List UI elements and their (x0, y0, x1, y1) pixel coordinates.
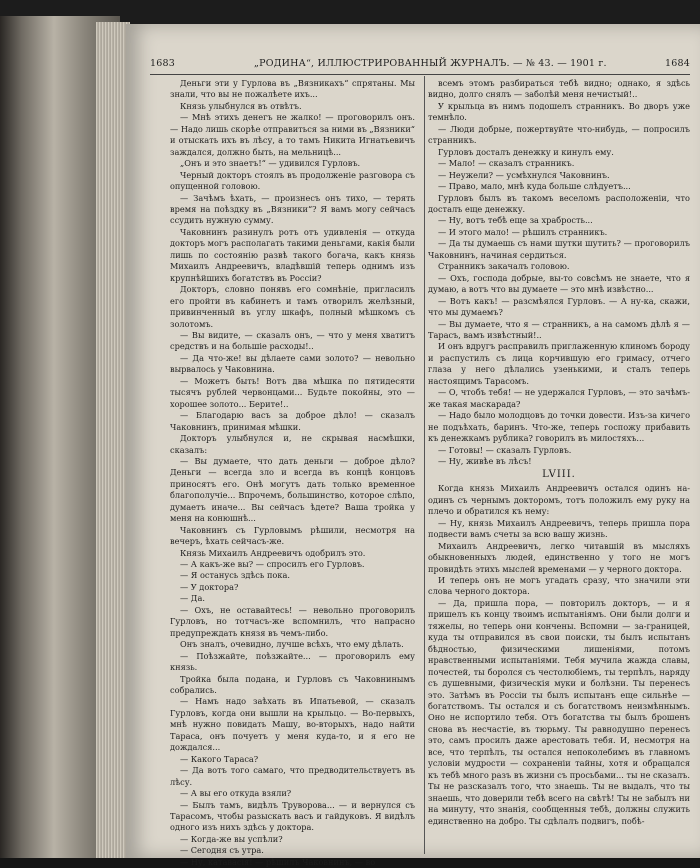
paragraph: Докторъ, словно понявъ его сомнѣніе, пригласилъ его пройти въ кабинетъ и тамъ отворилъ желѣзный, привинченный въ углу шкафъ, полный мѣшкомъ съ золотомъ. (170, 284, 415, 329)
paragraph: — Зачѣмъ ѣхать, — произнесъ онъ тихо, — терять время на поѣздку въ „Вязники“? Я вамъ могу сейчасъ ссудить нужную сумму. (170, 192, 415, 226)
paragraph: — Вы видите, — сказалъ онъ, — что у меня хватитъ средствъ и на большіе расходы!.. (170, 329, 415, 352)
paragraph: Князь Михаилъ Андреевичъ одобрилъ это. (180, 547, 366, 558)
paragraph: — Вотъ какъ! — разсмѣялся Гурловъ. — А ну-ка, скажи, что мы думаемъ? (428, 295, 690, 318)
paragraph: Князь улыбнулся въ отвѣтъ. (180, 100, 302, 111)
left-column (170, 78, 415, 867)
right-column-upper (428, 78, 690, 467)
page-number-right: 1684 (665, 58, 690, 69)
paragraph: — Готовы! — сказалъ Гурловъ. (438, 444, 572, 455)
paragraph: И теперь онъ не могъ угадать сразу, что значили эти слова черного доктора. (428, 575, 690, 597)
page-number-left: 1683 (150, 58, 175, 69)
paragraph: — Да. (180, 593, 205, 604)
paragraph: Чаковнинъ разинулъ ротъ отъ удивленія — откуда докторъ могъ располагать такими деньгами, какія были лишь по состоянію развѣ такого богача, какъ князь Михаилъ Андреевичъ, владѣвшій теперь однимъ изъ крупнѣйшихъ богатствъ въ Россіи? (170, 226, 415, 283)
chapter-heading: LVIII. (542, 469, 576, 481)
paragraph: — Охъ, не оставайтесь! — невольно проговорилъ Гурловъ, но тотчасъ-же вспомнилъ, что напрасно предупреждать князя въ чемъ-либо. (170, 604, 415, 638)
paragraph: — Какого Тараса? (180, 753, 259, 764)
paragraph: Когда князь Михаилъ Андреевичъ остался одинъ на-одинъ съ чернымъ докторомъ, тотъ положилъ ему руку на плечо и обратился къ нему: (428, 483, 690, 517)
paragraph: — Намъ надо заѣхать въ Ипатьевой, — сказалъ Гурловъ, когда они вышли на крыльцо. — Во-первыхъ, мнѣ нужно повидать Машу, во-вторыхъ, надо найти Тараса, онъ почуетъ у меня куда-то, и я его не дождался... (170, 696, 415, 753)
paragraph: — Право, мало, мнѣ куда больше слѣдуетъ... (438, 181, 631, 192)
paragraph: — Да что-же! вы дѣлаете сами золото? — невольно вырвалось у Чаковнина. (170, 352, 415, 375)
paragraph: — Ну, живѣе въ лѣсъ! (438, 455, 532, 466)
page-edges (96, 22, 130, 858)
paragraph: Гурловъ былъ въ такомъ веселомъ расположеніи, что досталъ еще денежку. (428, 192, 690, 214)
paragraph: — Да ты думаешь съ нами шутки шутить? — проговорилъ Чаковнинъ, начиная сердиться. (428, 238, 690, 260)
paragraph: — О, чтобъ тебя! — не удержался Гурловъ, — это зачѣмъ-же такая маскарада? (428, 387, 690, 409)
paragraph: Онъ зналъ, очевидно, лучше всѣхъ, что ему дѣлать. (180, 639, 404, 650)
paragraph: — Поѣзжайте, поѣзжайте... — проговорилъ ему князь. (170, 650, 415, 673)
paragraph: И онъ вдругъ расправилъ приглаженную клиномъ бороду и распустилъ съ лица корчившую его гримасу, отчего глаза у него дѣлались узенькими, и сталъ теперь настоящимъ Тарасомъ. (428, 341, 690, 386)
paragraph: — Надо было молодцовъ до точки довести. Изъ-за кичего не подъѣхать, баринъ. Что-же, теперь госпожу прибавить къ денежкамъ рублика? говорилъ въ милостяхъ... (428, 410, 690, 444)
paragraph: — А какъ-же вы? — спросилъ его Гурловъ. (180, 559, 365, 570)
paragraph: Докторъ улыбнулся и, не скрывая насмѣшки, сказалъ: (170, 433, 415, 455)
right-column (428, 78, 690, 854)
paragraph: — Ну, катавасія! — рѣшилъ Чаковнинъ, — во (180, 856, 376, 867)
paragraph: У крыльца въ нимъ подошелъ странникъ. Во дворъ уже темнѣло. (428, 100, 690, 123)
paragraph: — Можетъ быть! Вотъ два мѣшка по пятидесяти тысячъ рублей червонцами... Будьте покойны, это — хорошее золото... Берите!.. (170, 375, 415, 409)
paragraph: — Неужели? — усмѣхнулся Чаковнинъ. (438, 169, 610, 180)
paragraph: Странникъ закачалъ головою. (438, 261, 570, 272)
right-column-lower (428, 483, 690, 827)
paragraph: всемъ этомъ разбираться тебѣ видно; однако, я здѣсь видно, долго снялъ — заболѣй меня нечистый!.. (428, 78, 690, 100)
running-head (150, 58, 690, 72)
paragraph: Гурловъ досталъ денежку и кинулъ ему. (438, 146, 614, 157)
paragraph: — Вы думаете, что я — странникъ, а на самомъ дѣлѣ я — Тарасъ, вамъ извѣстный!.. (428, 318, 690, 340)
paragraph: Деньги эти у Гурлова въ „Вязникахъ“ спрятаны. Мы знали, что вы не пожалѣете ихъ... (170, 78, 415, 100)
paragraph: — Мало! — сказалъ странникъ. (438, 158, 575, 169)
paragraph: — Вы думаете, что дать деньги — доброе дѣло? Деньги — всегда зло и всегда въ концѣ концовъ приносятъ его. Онѣ могутъ дать только временное благополучіе... Впрочемъ, большинство, которое слѣпо, думаетъ иначе... Вы сейчасъ ѣдете? Ваша тройка у меня на конюшнѣ... (170, 455, 415, 524)
journal-title: „РОДИНА“, ИЛЛЮСТРИРОВАННЫЙ ЖУРНАЛЪ. — № 43. — 1901 г. (254, 58, 607, 69)
paragraph: — Сегодня съ утра. (180, 845, 264, 856)
paragraph: Михаилъ Андреевичъ, легко читавшій въ мысляхъ обыкновенныхъ людей, единственно у того не могъ провидѣть этихъ мыслей временами — у черного доктора. (428, 540, 690, 574)
paragraph: Тройка была подана, и Гурловъ съ Чаковнинымъ собрались. (170, 673, 415, 696)
paragraph: — Да, пришла пора, — повторилъ докторъ, — и я пришелъ къ концу твоимъ испытаніямъ. Они были долги и тяжелы, но теперь они кончены. Вспомни — за-границей, куда ты отправился въ свои поиски, ты былъ испытанъ бѣдностью, физическими лишеніями, потомъ нравственными испытаніями. Тебя мучила жажда славы, почестей, ты боролся съ честолюбіемъ, ты терпѣлъ, наряду съ душевными, физическія муки и болѣзни. Ты перенесъ это. Затѣмъ въ Россіи ты былъ испытанъ еще сильнѣе — богатствомъ. Ты остался и съ богатствомъ неизмѣннымъ. Оно не испортило тебя. Отъ богатства ты былъ брошенъ снова въ несчастіе, въ тюрьму. Ты равнодушно перенесъ это, самъ просилъ даже арестовать тебя. И, несмотря на все, что терпѣлъ, ты остался непоколебимъ въ главномъ условіи мудрости — сохраненіи тайны, хотя и обращался къ тебѣ много разъ въ жизни съ просьбами... ты не сказалъ. Ты не разсказалъ того, что знаешь. Ты не выдалъ, что ты знаешь, что доверили тебѣ всего на свѣтѣ! Ты не забылъ ни на минуту, что знанія, сообщенныя тебѣ, должны служить единственно на добро. Ты сдѣлалъ подвигъ, побѣ- (428, 597, 690, 826)
paragraph: — Охъ, господа добрые, вы-то совсѣмъ не знаете, что я думаю, а вотъ что вы думаете — это мнѣ извѣстно... (428, 272, 690, 295)
paragraph: — Благодарю васъ за доброе дѣло! — сказалъ Чаковнинъ, принимая мѣшки. (170, 410, 415, 432)
paragraph: Чаковнинъ съ Гурловымъ рѣшили, несмотря на вечеръ, ѣхать сейчасъ-же. (170, 524, 415, 547)
paragraph: — А вы его откуда взяли? (180, 788, 292, 799)
column-divider (424, 76, 425, 854)
paragraph: „Онъ и это знаетъ!“ — удивился Гурловъ. (180, 158, 361, 169)
paragraph: — Ну, князь Михаилъ Андреевичъ, теперь пришла пора подвести вамъ счеты за всю вашу жизнь. (428, 517, 690, 540)
paragraph: — Ну, вотъ тебѣ еще за храбрость... (438, 215, 593, 226)
paragraph: — Былъ тамъ, видѣлъ Труворова... — и вернулся съ Тарасомъ, чтобы разыскать васъ и гайдуковъ. Я видѣлъ одного изъ нихъ здѣсь у доктора. (170, 799, 415, 833)
paragraph: — Я останусь здѣсь пока. (180, 570, 290, 581)
paragraph: Черный докторъ стоялъ въ продолженіе разговора съ опущенной головою. (170, 169, 415, 192)
paragraph: — Мнѣ этихъ денегъ не жалко! — проговорилъ онъ. — Надо лишь скорѣе отправиться за ними въ „Вязники“ и отыскать ихъ въ лѣсу, а то тамъ Никита Игнатьевичъ заждался, должно быть, на мельницѣ... (170, 112, 415, 157)
paragraph: — Да вотъ того самаго, что предводительствуетъ въ лѣсу. (170, 765, 415, 787)
paragraph: — Люди добрые, пожертвуйте что-нибудь, — попросилъ странникъ. (428, 123, 690, 146)
paragraph: — И этого мало! — рѣшилъ странникъ. (438, 226, 608, 237)
paragraph: — У доктора? (180, 581, 239, 592)
header-rule (150, 74, 690, 75)
paragraph: — Когда-же вы успѣли? (180, 833, 283, 844)
